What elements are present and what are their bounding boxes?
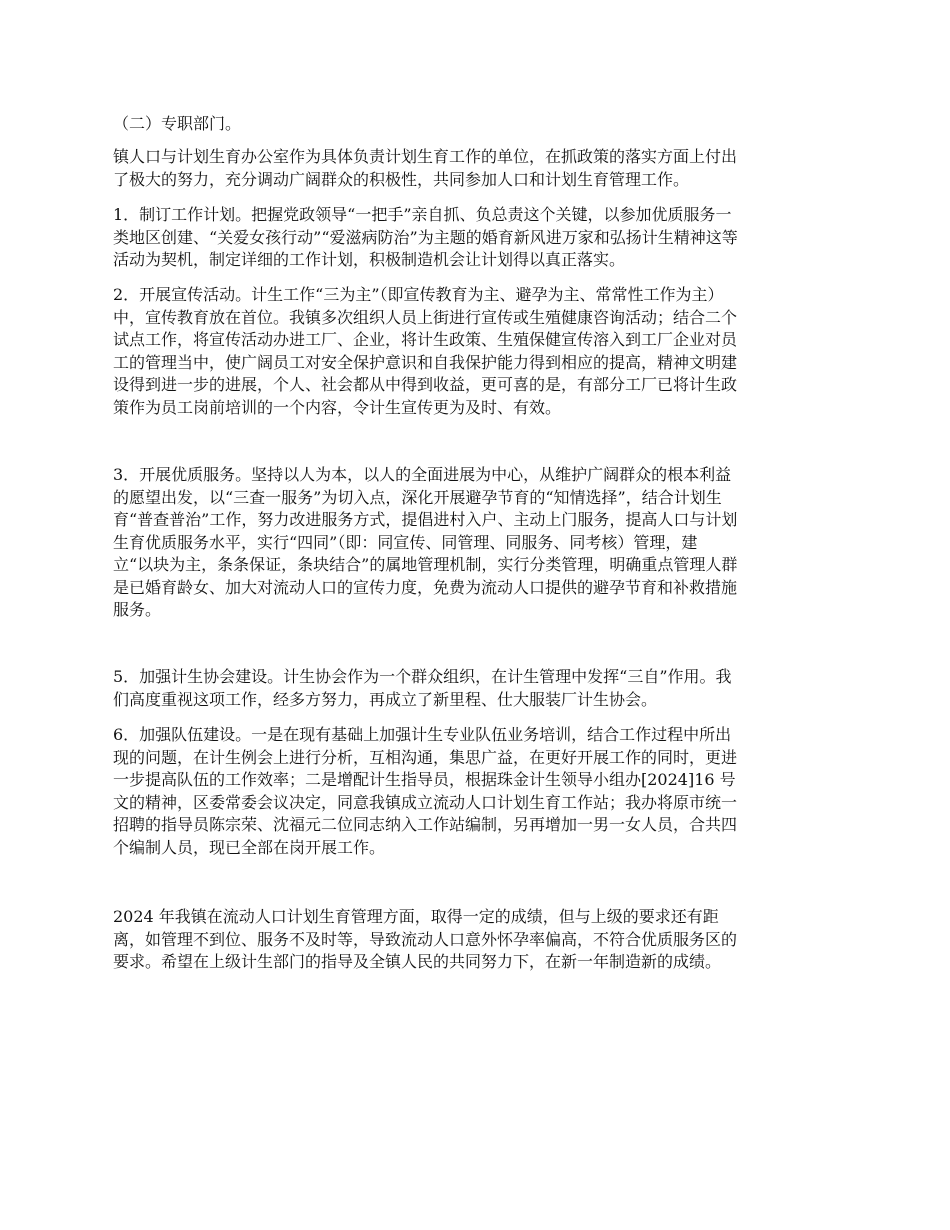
paragraph-conclusion: 2024 年我镇在流动人口计划生育管理方面，取得一定的成绩，但与上级的要求还有距 离，如管理不到位、服务不及时等，导致流动人口意外怀孕率偏高，不符合优质服务区的 要求。希望在上级计生部门的指导及全镇人民的共同努力下，在新一年制造新的成绩。: [113, 907, 738, 971]
paragraph-team-building: 6．加强队伍建设。一是在现有基础上加强计生专业队伍业务培训，结合工作过程中所出 现的问题，在计生例会上进行分析，互相沟通，集思广益，在更好开展工作的同时，更进 一步提高队伍的工作效率；二是增配计生指导员，根据珠金计生领导小组办[2024]16 号 文的精神，区委常委会议决定，同意我镇成立流动人口计划生育工作站；我办将原市统一 招聘的指导员陈宗荣、沈福元二位同志纳入工作站编制，另再增加一男一女人员，合共四 个编制人员，现已全部在岗开展工作。: [113, 725, 738, 857]
paragraph-association: 5．加强计生协会建设。计生协会作为一个群众组织，在计生管理中发挥“三自”作用。我 们高度重视这项工作，经多方努力，再成立了新里程、仕大服装厂计生协会。: [113, 667, 732, 709]
section-heading: （二）专职部门。: [113, 114, 242, 133]
intro-paragraph: 镇人口与计划生育办公室作为具体负责计划生育工作的单位，在抓政策的落实方面上付出 了极大的努力，充分调动广阔群众的积极性，共同参加人口和计划生育管理工作。: [113, 147, 738, 189]
paragraph-publicity: 2．开展宣传活动。计生工作“三为主”（即宣传教育为主、避孕为主、常常性工作为主） 中，宣传教育放在首位。我镇多次组织人员上街进行宣传或生殖健康咨询活动；结合二个 试点工作，将宣传活动办进工厂、企业，将计生政策、生殖保健宣传溶入到工厂企业对员 工的管理当中，使广阔员工对安全保护意识和自我保护能力得到相应的提高，精神文明建 设得到进一步的进展，个人、社会都从中得到收益，更可喜的是，有部分工厂已将计生政 策作为员工岗前培训的一个内容，令计生宣传更为及时、有效。: [113, 285, 738, 417]
paragraph-quality-service: 3．开展优质服务。坚持以人为本，以人的全面进展为中心，从维护广阔群众的根本利益 的愿望出发，以“三查一服务”为切入点，深化开展避孕节育的“知情选择”，结合计划生 育“普查普治”工作，努力改进服务方式，提倡进村入户、主动上门服务，提高人口与计划 生育优质服务水平，实行“四同”（即：同宣传、同管理、同服务、同考核）管理，建 立“以块为主，条条保证，条块结合”的属地管理机制，实行分类管理，明确重点管理人群 是已婚育龄女、加大对流动人口的宣传力度，免费为流动人口提供的避孕节育和补救措施 服务。: [113, 465, 738, 619]
paragraph-work-plan: 1．制订工作计划。把握党政领导“一把手”亲自抓、负总责这个关键，以参加优质服务一 类地区创建、“关爱女孩行动”“爱滋病防治”为主题的婚育新风进万家和弘扬计生精神这等 活动为契机，制定详细的工作计划，积极制造机会让计划得以真正落实。: [113, 205, 738, 269]
